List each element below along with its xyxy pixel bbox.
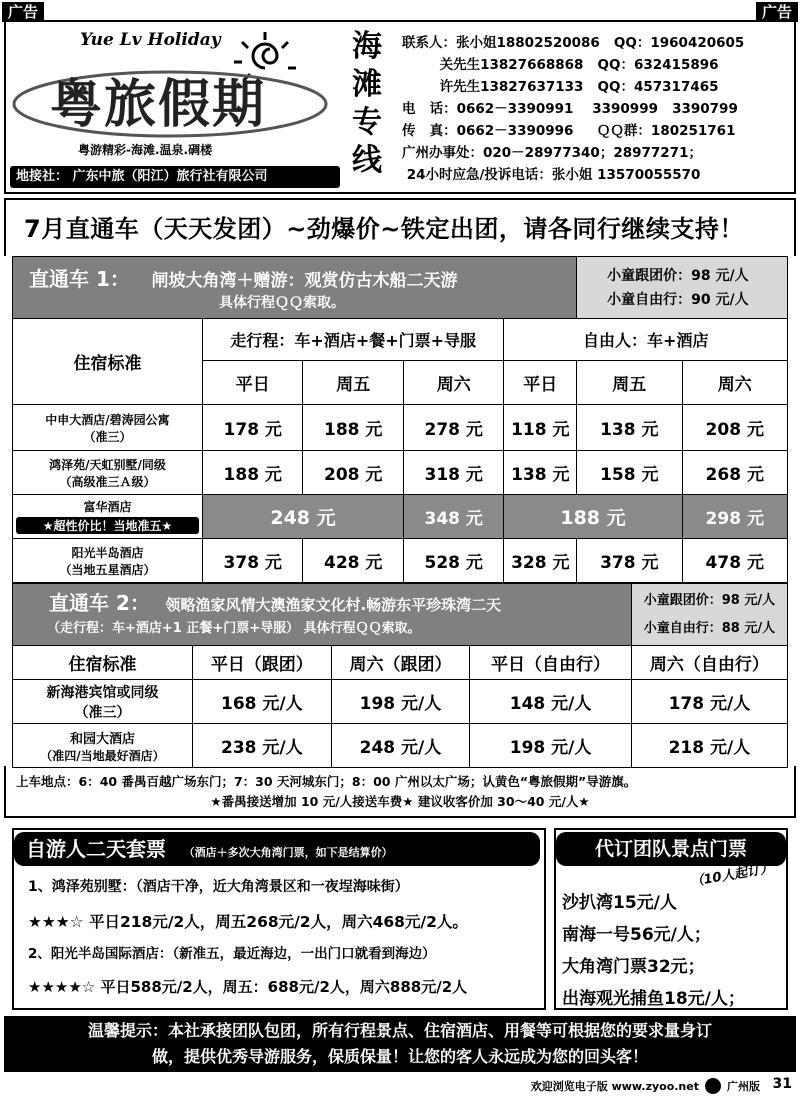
hotel-grade: （准三） xyxy=(74,704,131,721)
column-header: 周六（自由行） xyxy=(631,646,787,680)
route2-title: 直通车 2： xyxy=(49,591,150,615)
day-header: 平日 xyxy=(203,361,303,405)
route2-table xyxy=(12,583,788,768)
footer-notice-line: 做，提供优秀导游服务，保质保量！让您的客人永远成为您的回头客！ xyxy=(151,1047,648,1066)
boarding-text: 上车地点：6：40 番禺百越广场东门；7：30 天河城东门；8：00 广州以太广场；认黄色“粤旅假期”导游旗。 xyxy=(16,774,637,789)
route1-desc: 闸坡大角湾＋赠游：观赏仿古木船二天游 xyxy=(151,271,458,291)
package-subtitle: （酒店＋多次大角湾门票，如下是结算价） xyxy=(183,846,393,859)
price-cell: 198 元/人 xyxy=(331,680,470,724)
package-item: 1、鸿泽苑别墅：（酒店干净，近大角湾景区和一夜埕海味街） xyxy=(28,879,409,895)
contact-line: 24小时应急/投诉电话：张小姐 13570055570 xyxy=(402,167,701,183)
footer-notice-line: 温馨提示：本社承接团队包团，所有行程景点、住宿酒店、用餐等可根据您的要求量身订 xyxy=(87,1021,712,1040)
price-cell: 428 元 xyxy=(303,539,403,583)
logo-chinese: 粤旅假期 xyxy=(50,75,267,135)
table-row xyxy=(13,680,788,724)
price-cell: 318 元 xyxy=(403,451,504,495)
table-row xyxy=(13,405,788,451)
hotel-grade: （当地五星酒店） xyxy=(59,562,156,577)
price-cell: 188 元 xyxy=(203,451,303,495)
route2-child-prices xyxy=(631,584,787,646)
ad-tag-left: 广告 xyxy=(2,2,44,22)
headline: 7月直通车（天天发团）~劲爆价~铁定出团，请各同行继续支持！ xyxy=(4,198,796,256)
route2-child-free: 小童自由行：88 元/人 xyxy=(643,620,776,636)
route1-table xyxy=(12,256,788,583)
price-cell: 348 元 xyxy=(403,495,504,539)
price-cell: 188 元 xyxy=(504,495,682,539)
day-header: 周六 xyxy=(682,361,788,405)
hotel-cell xyxy=(13,451,203,495)
hotel-cell xyxy=(13,405,203,451)
price-cell: 158 元 xyxy=(577,451,682,495)
table-row xyxy=(13,724,788,768)
footer-site: 欢迎浏览电子版 www.zyoo.net xyxy=(530,1080,699,1093)
page-footer xyxy=(531,1078,760,1094)
hotel-name: 中申大酒店/碧涛园公寓 xyxy=(45,412,170,427)
hotel-cell xyxy=(13,495,203,539)
day-header: 周六 xyxy=(403,361,504,405)
route1-child-prices xyxy=(577,257,788,319)
contact-line: 电 话：0662－3390991 3390999 3390799 xyxy=(402,101,738,117)
footer-edition: 广州版 xyxy=(727,1080,760,1093)
column-header: 平日（自由行） xyxy=(470,646,632,680)
price-cell: 268 元 xyxy=(682,451,788,495)
price-cell: 378 元 xyxy=(203,539,303,583)
route1-child-group: 小童跟团价：98 元/人 xyxy=(607,267,749,284)
package-price: ★★★☆ 平日218元/2人，周五268元/2人，周六468元/2人。 xyxy=(28,913,468,931)
price-cell: 188 元 xyxy=(303,405,403,451)
table-row xyxy=(13,451,788,495)
site-logo-icon xyxy=(705,1078,721,1094)
price-cell: 198 元/人 xyxy=(470,724,632,768)
column-header: 周六（跟团） xyxy=(331,646,470,680)
price-cell: 168 元/人 xyxy=(193,680,332,724)
table-row xyxy=(13,539,788,583)
hotel-grade: （准三） xyxy=(83,429,132,444)
day-header: 平日 xyxy=(504,361,577,405)
tickets-title: 代订团队景点门票 xyxy=(556,832,786,866)
package-title: 自游人二天套票 xyxy=(26,837,166,861)
hotel-name: 阳光半岛酒店 xyxy=(71,545,144,560)
hotel-cell xyxy=(13,680,193,724)
route2-note: （走行程：车+酒店+1 正餐+门票+导服） 具体行程ＱＱ索取。 xyxy=(47,621,421,636)
route1-child-free: 小童自由行：90 元/人 xyxy=(607,291,749,308)
vertical-char: 线 xyxy=(352,143,382,178)
contact-line: 许先生13827637133 QQ：457317465 xyxy=(402,79,719,95)
price-cell: 298 元 xyxy=(682,495,788,539)
price-cell: 238 元/人 xyxy=(193,724,332,768)
price-cell: 278 元 xyxy=(403,405,504,451)
package-item: 2、阳光半岛国际酒店：（新准五，最近海边，一出门口就看到海边） xyxy=(28,946,436,962)
hotel-name: 和园大酒店 xyxy=(69,731,135,747)
price-cell: 208 元 xyxy=(682,405,788,451)
price-cell: 478 元 xyxy=(682,539,788,583)
vertical-char: 滩 xyxy=(352,67,382,102)
hotel-name: 富华酒店 xyxy=(83,499,132,514)
boarding-info xyxy=(4,766,796,818)
route1-group-header: 走行程：车+酒店+餐+门票+导服 xyxy=(203,319,504,361)
price-cell: 138 元 xyxy=(504,451,577,495)
tickets-note: （10人起订） xyxy=(689,860,775,891)
price-cell: 528 元 xyxy=(403,539,504,583)
price-cell: 248 元 xyxy=(203,495,404,539)
price-cell: 328 元 xyxy=(504,539,577,583)
price-cell: 378 元 xyxy=(577,539,682,583)
hotel-name: 新海港宾馆或同级 xyxy=(46,684,159,701)
price-cell: 178 元 xyxy=(203,405,303,451)
transfer-text: ★番禺接送增加 10 元/人接送车费★ 建议收客价加 30～40 元/人★ xyxy=(210,794,590,809)
route1-lodging-header: 住宿标准 xyxy=(13,319,203,405)
hotel-name: 鸿泽苑/天虹别墅/同级 xyxy=(49,457,166,472)
contact-line: 广州办事处：020－28977340；28977271； xyxy=(402,145,702,161)
price-cell: 178 元/人 xyxy=(631,680,787,724)
price-cell: 248 元/人 xyxy=(331,724,470,768)
price-cell: 118 元 xyxy=(504,405,577,451)
price-cell: 148 元/人 xyxy=(470,680,632,724)
ad-tag-right: 广告 xyxy=(756,2,798,22)
hotel-cell xyxy=(13,539,203,583)
page-number: 31 xyxy=(772,1076,792,1092)
route2-child-group: 小童跟团价：98 元/人 xyxy=(643,592,776,608)
table-row xyxy=(13,495,788,539)
column-header: 住宿标准 xyxy=(13,646,193,680)
footer-notice xyxy=(4,1016,796,1072)
route1-free-header: 自由人：车+酒店 xyxy=(504,319,788,361)
package-header xyxy=(14,832,540,866)
day-header: 周五 xyxy=(303,361,403,405)
hotel-cell xyxy=(13,724,193,768)
route2-desc: 领略渔家风情大澳渔家文化村.畅游东平珍珠湾二天 xyxy=(165,596,502,614)
route2-header xyxy=(13,584,632,646)
hotel-grade: ★超性价比！当地准五★ xyxy=(16,517,199,534)
price-cell: 218 元/人 xyxy=(631,724,787,768)
contact-line: 关先生13827668868 QQ：632415896 xyxy=(402,57,719,73)
ticket-item: 沙扒湾15元/人 xyxy=(562,893,677,913)
vertical-char: 专 xyxy=(352,105,382,140)
route1-note: 具体行程ＱＱ索取。 xyxy=(219,295,345,311)
vertical-title xyxy=(344,28,390,180)
route1-header xyxy=(13,257,577,319)
contact-line: 传 真：0662－3390996 ＱＱ群：180251761 xyxy=(402,123,736,139)
logo-tagline: 粤游精彩-海滩.温泉.碉楼 xyxy=(78,143,213,157)
local-agency: 地接社： 广东中旅（阳江）旅行社有限公司 xyxy=(10,166,340,188)
ticket-item: 南海一号56元/人； xyxy=(562,925,711,945)
hotel-grade: （准四/当地最好酒店） xyxy=(40,748,165,763)
ticket-item: 大角湾门票32元； xyxy=(562,957,705,977)
ticket-item: 出海观光捕鱼18元/人； xyxy=(562,989,745,1009)
column-header: 平日（跟团） xyxy=(193,646,332,680)
logo-english: Yue Lv Holiday xyxy=(80,30,221,50)
hotel-grade: （高级准三Ａ级） xyxy=(59,474,156,489)
package-price: ★★★★☆ 平日588元/2人，周五：688元/2人，周六888元/2人 xyxy=(28,978,468,996)
day-header: 周五 xyxy=(577,361,682,405)
contact-line: 联系人：张小姐18802520086 QQ：1960420605 xyxy=(402,35,745,51)
route1-title: 直通车 1： xyxy=(29,267,130,291)
price-cell: 208 元 xyxy=(303,451,403,495)
price-cell: 138 元 xyxy=(577,405,682,451)
vertical-char: 海 xyxy=(352,29,382,64)
